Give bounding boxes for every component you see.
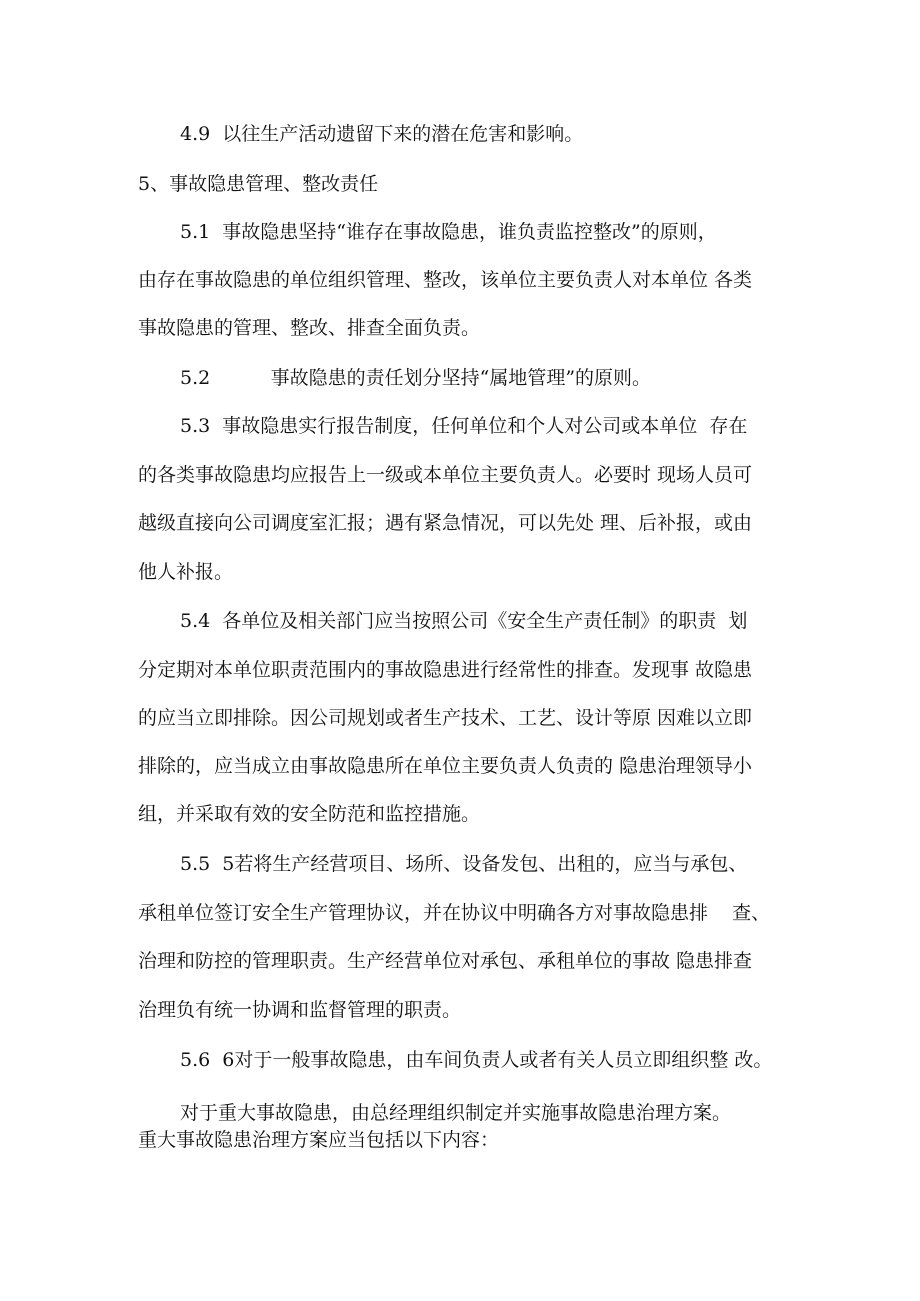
text-line: 4.9 以往生产活动遗留下来的潜在危害和影响。 bbox=[180, 123, 584, 145]
section-heading: 5、事故隐患管理、整改责任 bbox=[138, 173, 379, 195]
text-line: 承租单位签订安全生产管理协议，并在协议中明确各方对事故隐患排 查、 bbox=[138, 902, 771, 924]
text-line: 组，并采取有效的安全防范和监控措施。 bbox=[138, 803, 481, 825]
text-line: 5.1 事故隐患坚持“谁存在事故隐患，谁负责监控整改”的原则， bbox=[180, 221, 717, 243]
text-line: 对于重大事故隐患，由总经理组织制定并实施事故隐患治理方案。 bbox=[180, 1102, 732, 1124]
text-line: 的应当立即排除。因公司规划或者生产技术、工艺、设计等原 因难以立即 bbox=[138, 707, 753, 729]
text-line: 重大事故隐患治理方案应当包括以下内容： bbox=[138, 1129, 500, 1151]
text-line: 分定期对本单位职责范围内的事故隐患进行经常性的排查。发现事 故隐患 bbox=[138, 659, 753, 681]
text-line: 他人补报。 bbox=[138, 561, 234, 583]
text-line: 5.2 事故隐患的责任划分坚持“属地管理”的原则。 bbox=[180, 367, 652, 389]
text-line: 5.4 各单位及相关部门应当按照公司《安全生产责任制》的职责 划 bbox=[180, 610, 748, 632]
text-line: 事故隐患的管理、整改、排查全面负责。 bbox=[138, 317, 481, 339]
text-line: 5.3 事故隐患实行报告制度，任何单位和个人对公司或本单位 存在 bbox=[180, 415, 748, 437]
text-line: 排除的，应当成立由事故隐患所在单位主要负责人负责的 隐患治理领导小 bbox=[138, 755, 753, 777]
text-line: 治理和防控的管理职责。生产经营单位对承包、承租单位的事故 隐患排查 bbox=[138, 950, 753, 972]
text-line: 5.5 5若将生产经营项目、场所、设备发包、出租的，应当与承包、 bbox=[180, 853, 748, 875]
text-line: 的各类事故隐患均应报告上一级或本单位主要负责人。必要时 现场人员可 bbox=[138, 464, 753, 486]
text-line: 越级直接向公司调度室汇报；遇有紧急情况，可以先处 理、后补报，或由 bbox=[138, 512, 753, 534]
text-line: 5.6 6对于一般事故隐患，由车间负责人或者有关人员立即组织整 改。 bbox=[180, 1049, 773, 1071]
text-line: 治理负有统一协调和监督管理的职责。 bbox=[138, 999, 462, 1021]
text-line: 由存在事故隐患的单位组织管理、整改，该单位主要负责人对本单位 各类 bbox=[138, 269, 753, 291]
